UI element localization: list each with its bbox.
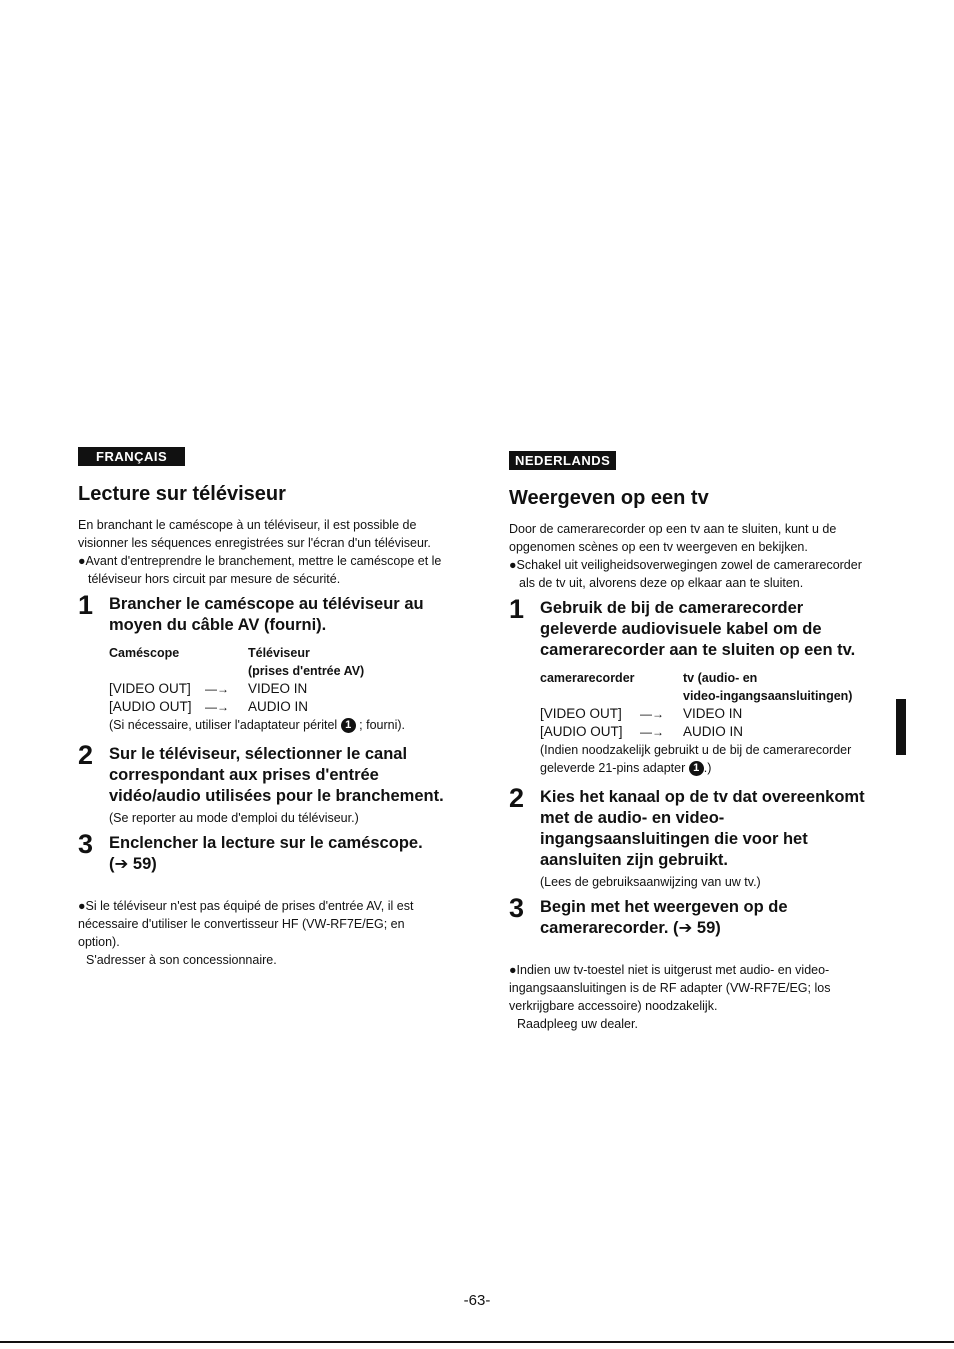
step-title: Kies het kanaal op de tv dat overeenkomt met de audio- en video-ingangsaansluitingen die voor het aansluiten zijn gebruikt. <box>540 788 865 869</box>
step-2-nl <box>509 783 881 891</box>
adapter-note: (Indien noodzakelijk gebruikt u de bij de camerarecorder geleverde 21-pins adapter 1 .) <box>540 743 852 775</box>
step-title: Brancher le caméscope au téléviseur au moyen du câble AV (fourni). <box>109 595 424 634</box>
step-title: Enclencher la lecture sur le caméscope. (➔ 59) <box>109 834 423 873</box>
footnote-nl <box>509 961 881 1033</box>
intro-paragraph-nl: Door de camerarecorder op een tv aan te sluiten, kunt u de opgenomen scènes op een tv weergeven en bekijken. <box>509 522 837 554</box>
connection-header-right: Téléviseur (prises d'entrée AV) <box>248 646 365 678</box>
safety-bullet-fr: ●Avant d'entreprendre le branchement, mettre le caméscope et le téléviseur hors circuit par mesure de sécurité. <box>78 554 442 586</box>
circled-number-icon: 1 <box>341 718 356 733</box>
footnote-line: S'adresser à son concessionnaire. <box>86 953 277 967</box>
safety-bullet-nl: ●Schakel uit veiligheidsoverwegingen zowel de camerarecorder als de tv uit, alvorens deze op elkaar aan te sluiten. <box>509 558 862 590</box>
step-number: 1 <box>78 590 94 620</box>
footnote-fr <box>78 897 446 969</box>
connection-row-video: [VIDEO OUT] —→ VIDEO IN <box>540 706 743 721</box>
bottom-rule <box>0 1341 954 1343</box>
step-title: Begin met het weergeven op de camerarecorder. (➔ 59) <box>540 898 788 937</box>
circled-number-icon: 1 <box>689 761 704 776</box>
column-francais <box>78 447 446 969</box>
arrow-right-icon: —→ <box>640 725 664 739</box>
step-number: 2 <box>509 783 525 813</box>
footnote-line: ●Indien uw tv-toestel niet is uitgerust met audio- en video-ingangsaansluitingen is de RF adapter (VW-RF7E/EG; los verkrijgbare accessoire) noodzakelijk. <box>509 963 831 1013</box>
column-nederlands <box>509 451 881 1033</box>
language-badge-nl: NEDERLANDS <box>509 451 616 470</box>
step-note: (Se reporter au mode d'emploi du téléviseur.) <box>109 811 359 825</box>
footnote-line: ●Si le téléviseur n'est pas équipé de prises d'entrée AV, il est nécessaire d'utiliser le convertisseur HF (VW-RF7E/EG; en option). <box>78 899 414 949</box>
step-number: 1 <box>509 594 525 624</box>
step-title: Gebruik de bij de camerarecorder geleverde audiovisuele kabel om de camerarecorder aan te sluiten op een tv. <box>540 599 856 659</box>
step-note: (Lees de gebruiksaanwijzing van uw tv.) <box>540 875 761 889</box>
connection-header <box>540 669 881 705</box>
arrow-right-icon: —→ <box>640 707 664 721</box>
section-title-nl: Weergeven op een tv <box>509 487 709 509</box>
step-title: Sur le téléviseur, sélectionner le canal correspondant aux prises d'entrée vidéo/audio utilisées pour le branchement. <box>109 745 444 805</box>
step-number: 3 <box>78 829 94 859</box>
arrow-right-icon: —→ <box>205 682 229 696</box>
step-1-fr <box>78 590 446 734</box>
step-1-nl <box>509 594 881 777</box>
step-3-fr <box>78 829 446 875</box>
step-number: 2 <box>78 740 94 770</box>
step-2-fr <box>78 740 446 827</box>
section-edge-marker <box>896 699 906 755</box>
connection-row-audio: [AUDIO OUT] —→ AUDIO IN <box>109 699 309 714</box>
intro-paragraph-fr: En branchant le caméscope à un téléviseur, il est possible de visionner les séquences enregistrées sur l'écran d'un téléviseur. <box>78 518 431 550</box>
connection-header-left: Caméscope <box>109 646 180 660</box>
section-title-fr: Lecture sur téléviseur <box>78 483 286 505</box>
step-number: 3 <box>509 893 525 923</box>
connection-row-video: [VIDEO OUT] —→ VIDEO IN <box>109 681 308 696</box>
adapter-note: (Si nécessaire, utiliser l'adaptateur péritel 1 ; fourni). <box>109 718 406 732</box>
arrow-right-icon: —→ <box>205 700 229 714</box>
footnote-line: Raadpleeg uw dealer. <box>517 1017 638 1031</box>
connection-row-audio: [AUDIO OUT] —→ AUDIO IN <box>540 724 744 739</box>
language-badge-fr: FRANÇAIS <box>78 447 185 466</box>
page-number: -63- <box>463 1292 491 1309</box>
connection-header-right: tv (audio- en video-ingangsaansluitingen) <box>683 671 853 703</box>
connection-header-left: camerarecorder <box>540 671 635 685</box>
connection-header <box>109 644 446 680</box>
step-3-nl <box>509 893 881 939</box>
